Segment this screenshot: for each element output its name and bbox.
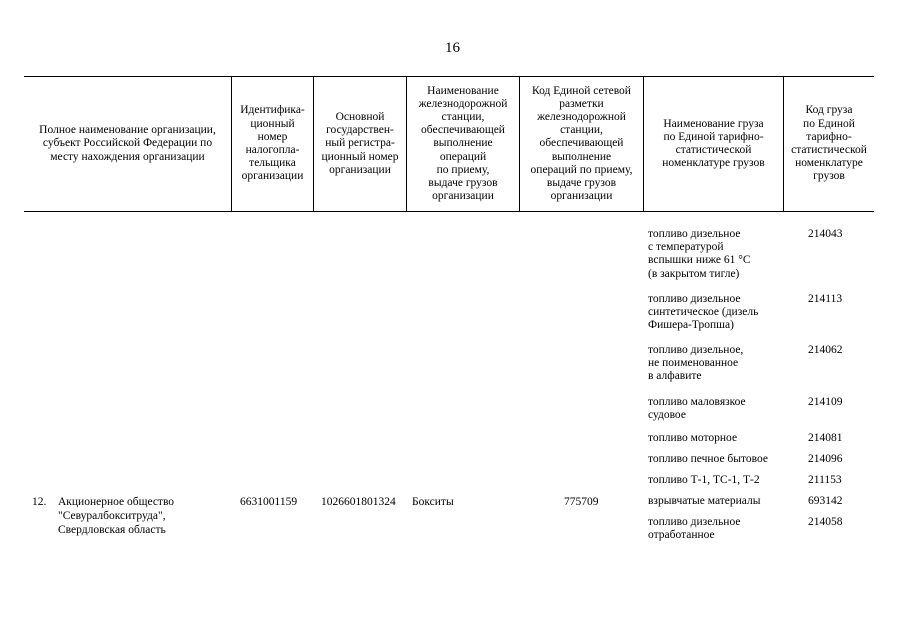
cargo-code: 214043 [808,228,843,240]
cargo-name: топливо Т-1, ТС-1, Т-2 [648,474,760,486]
header-inn: Идентифика- ционный номер налогопла- тельщика организации [240,104,305,183]
cargo-code: 214096 [808,453,843,465]
org-inn: 6631001159 [240,496,298,508]
cargo-name: топливо дизельное отработанное [648,516,741,542]
org-ogrn: 1026601801324 [321,496,396,508]
header-cargo-code: Код груза по Единой тарифно- статистической номенклатуре грузов [791,104,867,183]
cargo-name: топливо дизельное с температурой вспышки ниже 61 °С (в закрытом тигле) [648,228,751,280]
header-org-name: Полное наименование организации, субъект Российской Федерации по месту нахождения организации [39,124,216,163]
cargo-code: 214062 [808,344,843,356]
header-ogrn: Основной государствен- ный регистра- ционный номер организации [321,110,399,176]
cargo-code: 214109 [808,396,843,408]
station-code: 775709 [564,496,599,508]
cargo-name: топливо маловязкое судовое [648,396,746,422]
cargo-name: топливо моторное [648,432,738,444]
cargo-name: топливо печное бытовое [648,453,768,465]
cargo-code: 214113 [808,293,843,305]
page-number: 16 [445,40,460,56]
cargo-code: 693142 [808,495,843,507]
header-station-code: Код Единой сетевой разметки железнодорожной станции, обеспечивающей выполнение операций по приему, выдаче грузов организации [530,84,633,203]
cargo-code: 214058 [808,516,843,528]
cargo-code: 214081 [808,432,843,444]
row-number: 12. [32,496,47,508]
station-name: Бокситы [412,496,454,508]
cargo-code: 211153 [808,474,842,486]
cargo-name: топливо дизельное, не поименованное в алфавите [648,344,744,383]
header-bottom-rule [24,211,874,212]
cargo-name: взрывчатые материалы [648,495,761,507]
header-station-name: Наименование железнодорожной станции, обеспечивающей выполнение операций по приему, выдаче грузов организации [418,84,508,203]
org-name: Акционерное общество "Севуралбокситруда", Свердловская область [58,496,175,536]
cargo-name: топливо дизельное синтетическое (дизель Фишера-Тропша) [648,293,759,332]
header-cargo-name: Наименование груза по Единой тарифно- статистической номенклатуре грузов [662,117,765,170]
